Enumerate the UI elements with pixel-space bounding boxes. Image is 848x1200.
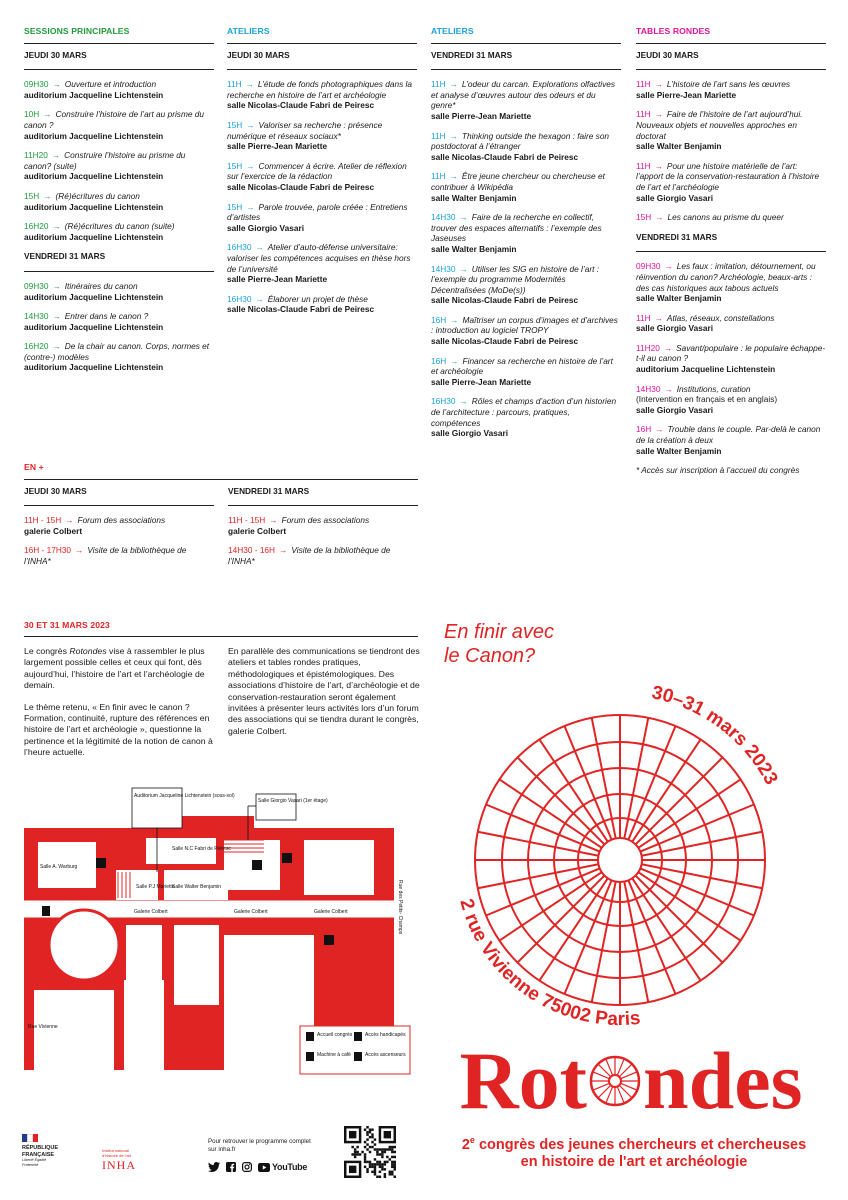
elevator-icon — [354, 1052, 362, 1061]
entries-col4-day2 — [636, 261, 826, 456]
intro-paragraph: Le congrès Rotondes vise à rassembler le plus largement possible celles et ceux qui font, dès aujourd’hui, l’histoire de l’art et l’archéologie de demain. — [24, 646, 205, 691]
entry-note: (Intervention en français et en anglais) — [636, 394, 778, 405]
entry-room: salle Walter Benjamin — [636, 445, 722, 456]
arrow-icon: → — [246, 119, 255, 130]
entry-room: salle Walter Benjamin — [636, 293, 722, 304]
entry-time: 09H30 — [636, 261, 661, 272]
program-entry — [227, 242, 417, 284]
program-entry — [431, 79, 621, 121]
poster-subtitle: 2e congrès des jeunes chercheurs et chercheuses en histoire de l'art et archéologie — [461, 1135, 807, 1170]
entries-enplus-day2 — [228, 515, 418, 566]
coffee-machine-icon — [324, 935, 334, 945]
entry-time: 15H — [227, 201, 243, 212]
arrow-icon: → — [450, 355, 459, 366]
map-label-rue-vivienne: Rue Vivienne — [28, 1024, 58, 1030]
entry-title: De la chair au canon. Corps, normes et (contre-) modèles — [24, 341, 210, 362]
map-label-warburg: Salle A. Warburg — [40, 864, 78, 870]
map-label-galerie: Galerie Colbert — [234, 909, 268, 915]
arrow-icon: → — [664, 383, 673, 394]
arrow-icon: → — [65, 515, 74, 526]
entry-time: 16H20 — [24, 341, 49, 352]
arrow-icon: → — [654, 312, 663, 323]
day-heading: VENDREDI 31 MARS — [431, 50, 621, 71]
entry-title: Entrer dans le canon ? — [64, 311, 149, 322]
entry-room: salle Giorgio Vasari — [636, 404, 714, 415]
republique-logo: RÉPUBLIQUE FRANÇAISE Liberté Égalité Fraternité — [22, 1134, 82, 1168]
arrow-icon: → — [459, 396, 468, 407]
entry-title: Parole trouvée, parole créée : Entretiens d’artistes — [227, 201, 408, 223]
arrow-icon: → — [449, 171, 458, 182]
twitter-icon[interactable] — [208, 1162, 220, 1172]
col-ateliers-1 — [227, 26, 417, 324]
entry-room: auditorium Jacqueline Lichtenstein — [24, 171, 164, 182]
entry-time: 11H — [636, 79, 651, 90]
map-label-mariette: Salle P.J Mariette — [136, 884, 175, 890]
entry-time: 14H30 - 16H — [228, 545, 276, 556]
legend-handicap: Accès handicapés — [365, 1032, 406, 1038]
entry-room: auditorium Jacqueline Lichtenstein — [24, 231, 164, 242]
intro-col-left — [24, 646, 214, 769]
entry-title: Pour une histoire matérielle de l’art: l’apport de la conservation-restauration à l’histoire de l’art et l’archéologie — [636, 160, 820, 192]
entry-room: salle Nicolas-Claude Fabri de Peiresc — [227, 304, 375, 315]
entry-title: Atelier d’auto-défense universitaire: valoriser les compétences acquises en thèse hors de l’université — [227, 242, 411, 274]
program-entry — [228, 545, 418, 566]
entry-time: 14H30 — [636, 383, 661, 394]
program-entry — [431, 171, 621, 203]
day-heading: JEUDI 30 MARS — [24, 50, 214, 71]
map-label-peiresc: Salle N.C Fabri de Peiresc — [172, 846, 231, 852]
entry-room: auditorium Jacqueline Lichtenstein — [24, 362, 164, 373]
col-ateliers-header: ATELIERS — [227, 26, 417, 44]
arrow-icon: → — [655, 424, 664, 435]
entry-time: 14H30 — [431, 263, 456, 274]
arrow-icon: → — [655, 212, 664, 223]
col-tables-rondes — [636, 26, 826, 476]
arrow-icon: → — [449, 130, 458, 141]
accessibility-icon — [354, 1032, 362, 1041]
entry-room: salle Pierre-Jean Mariette — [227, 141, 328, 152]
entry-title: Maîtriser un corpus d’images et d’archives : introduction au logiciel TROPY — [431, 314, 618, 336]
entry-time: 11H — [431, 130, 446, 141]
program-entry — [636, 109, 826, 151]
arrow-icon: → — [279, 545, 288, 556]
date-header: 30 ET 31 MARS 2023 — [24, 620, 418, 637]
entry-room: auditorium Jacqueline Lichtenstein — [24, 201, 164, 212]
entry-time: 16H30 — [227, 242, 252, 253]
program-entry — [431, 315, 621, 347]
entries-col1-day2 — [24, 281, 214, 373]
entry-room: auditorium Jacqueline Lichtenstein — [24, 130, 164, 141]
map-label-vasari: Salle Giorgio Vasari (1er étage) — [258, 798, 328, 804]
accueil-icon — [306, 1032, 314, 1041]
entry-title: L’étude de fonds photographiques dans la recherche en histoire de l’art et archéologie — [227, 79, 412, 100]
program-entry — [636, 313, 826, 334]
day-heading: JEUDI 30 MARS — [24, 486, 214, 507]
arrow-icon: → — [450, 314, 459, 325]
entries-enplus-day1 — [24, 515, 214, 566]
arrow-icon: → — [52, 79, 61, 90]
intro-paragraph: Le thème retenu, « En finir avec le canon ? Formation, continuité, rupture des références en histoire de l’art et archéologie », questionne la pertinence et la légitimité de la notion de canon à l’heure actuelle. — [24, 701, 213, 758]
entry-title: L’odeur du carcan. Explorations olfactives et analyse d’œuvres autour des odeurs et du genre* — [431, 79, 616, 111]
col-sessions-header: SESSIONS PRINCIPALES — [24, 26, 214, 44]
arrow-icon: → — [246, 160, 255, 171]
entry-title: Savant/populaire : le populaire échappe-t-il au canon ? — [636, 342, 826, 364]
map-label-rue-petits-champs: Rue des Petits- Champs — [397, 880, 403, 935]
legend-accueil: Accueil congrès — [317, 1032, 353, 1038]
entry-room: salle Giorgio Vasari — [636, 323, 714, 334]
elevator-icon — [96, 858, 106, 868]
program-entry — [24, 281, 214, 302]
arrow-icon: → — [449, 79, 458, 90]
entry-room: salle Walter Benjamin — [636, 141, 722, 152]
entry-time: 15H — [227, 160, 243, 171]
entry-room: salle Giorgio Vasari — [431, 428, 509, 439]
entry-title: Visite de la bibliothèque de l’INHA* — [228, 545, 391, 566]
accessibility-icon — [282, 853, 292, 863]
entry-title: Les faux : imitation, détournement, ou réinvention du canon? Archéologie, beaux-arts : des cas historiques aux tabous actuels — [636, 261, 816, 293]
entry-room: galerie Colbert — [228, 525, 287, 536]
flag-icon — [22, 1134, 38, 1142]
arrow-icon: → — [51, 150, 61, 161]
rotunda-graphic — [420, 640, 840, 1060]
entry-time: 16H — [636, 424, 652, 435]
arrow-icon: → — [75, 545, 84, 556]
entry-time: 16H30 — [431, 396, 456, 407]
arrow-icon: → — [459, 263, 468, 274]
legend-cafe: Machine à café — [317, 1052, 351, 1058]
entry-time: 11H - 15H — [24, 515, 62, 526]
entry-title: Atlas, réseaux, constellations — [666, 312, 775, 323]
poster-date: 30–31 mars 2023 — [649, 682, 782, 789]
day-heading: VENDREDI 31 MARS — [24, 251, 214, 272]
entry-time: 11H20 — [24, 150, 48, 161]
program-entry — [24, 515, 214, 536]
entry-time: 11H — [636, 312, 651, 323]
arrow-icon: → — [52, 311, 61, 322]
program-entry — [636, 261, 826, 303]
col-sessions — [24, 26, 214, 382]
entries-col4-day1 — [636, 79, 826, 223]
arrow-icon: → — [43, 109, 52, 120]
intro-paragraph: En parallèle des communications se tiendront des ateliers et tables rondes pratiques, méthodologiques et épistémologiques. Des associations d’histoire de l’art, d’archéologie et de conservation-restauration seront également invitées à présenter leurs activités lors d’un forum des associations qui se tiendra durant le congrès, galerie Colbert. — [228, 646, 420, 736]
entry-title: Forum des associations — [281, 515, 370, 526]
entry-room: salle Walter Benjamin — [431, 192, 517, 203]
entry-room: salle Nicolas-Claude Fabri de Peiresc — [431, 295, 579, 306]
map-label-galerie: Galerie Colbert — [134, 909, 168, 915]
program-entry — [636, 79, 826, 100]
program-entry — [24, 109, 214, 141]
entry-time: 16H30 — [227, 293, 252, 304]
qr-code[interactable] — [344, 1126, 396, 1178]
program-entry — [228, 515, 418, 536]
program-entry — [636, 343, 826, 375]
day-heading: JEUDI 30 MARS — [636, 50, 826, 71]
rotunda-grid — [475, 715, 765, 1005]
youtube-icon — [258, 1163, 270, 1172]
program-entry — [431, 131, 621, 163]
program-entry — [24, 191, 214, 212]
day-heading: VENDREDI 31 MARS — [228, 486, 418, 507]
entry-time: 14H30 — [24, 311, 49, 322]
entry-room: galerie Colbert — [24, 525, 83, 536]
program-entry — [636, 384, 826, 416]
intro-section — [24, 620, 418, 643]
entry-title: L’histoire de l’art sans les œuvres — [666, 79, 791, 90]
poster-tagline: En finir avec le Canon? — [444, 621, 555, 667]
map-label-benjamin: Salle Walter Benjamin — [172, 884, 222, 890]
program-entry — [431, 396, 621, 438]
program-entry — [636, 212, 826, 223]
arrow-icon: → — [664, 261, 673, 272]
arrow-icon: → — [246, 201, 255, 212]
program-entry — [24, 221, 214, 242]
entry-time: 15H — [24, 190, 40, 201]
day-heading: VENDREDI 31 MARS — [636, 232, 826, 253]
entry-time: 11H — [636, 109, 651, 120]
arrow-icon: → — [654, 79, 663, 90]
entry-title: Financer sa recherche en histoire de l’art et archéologie — [431, 355, 613, 377]
entry-time: 09H30 — [24, 280, 49, 291]
entry-title: Rôles et champs d’action d’un historien de l’architecture : parcours, pratiques, compétences — [431, 396, 617, 428]
entry-room: salle Giorgio Vasari — [636, 192, 714, 203]
program-entry — [431, 264, 621, 306]
en-plus-header: EN + — [24, 462, 418, 480]
entry-room: salle Giorgio Vasari — [227, 222, 305, 233]
arrow-icon: → — [52, 280, 61, 291]
entry-title: Thinking outside the hexagon : faire son postdoctorat à l’étranger — [431, 130, 610, 152]
arrow-icon: → — [459, 212, 468, 223]
program-entry — [227, 294, 417, 315]
entry-time: 15H — [227, 119, 243, 130]
arrow-icon: → — [255, 293, 264, 304]
arrow-icon: → — [255, 242, 264, 253]
program-entry — [24, 150, 214, 182]
entry-time: 11H - 15H — [228, 515, 266, 526]
entry-title: (Ré)écritures du canon — [55, 190, 140, 201]
entry-time: 16H — [431, 355, 447, 366]
entry-time: 11H — [636, 160, 651, 171]
social-links — [208, 1162, 307, 1172]
program-entry — [24, 311, 214, 332]
en-plus-section — [24, 462, 418, 576]
coffee-machine-icon — [306, 1052, 314, 1061]
entry-room: salle Pierre-Jean Mariette — [431, 110, 532, 121]
col-ateliers-2 — [431, 26, 621, 448]
poster-title: Rot ndes — [459, 1035, 803, 1126]
entry-title: Être jeune chercheur ou chercheuse et contribuer à Wikipédia — [431, 171, 605, 192]
program-entry — [24, 79, 214, 100]
entry-time: 11H20 — [636, 342, 660, 353]
entries-col3 — [431, 79, 621, 439]
entry-title: Faire de la recherche en collectif, trouver des espaces alternatifs : l’exemple des Jaseuses — [431, 212, 602, 244]
entry-room: salle Nicolas-Claude Fabri de Peiresc — [431, 336, 579, 347]
entry-room: salle Nicolas-Claude Fabri de Peiresc — [227, 181, 375, 192]
arrow-icon: → — [663, 342, 673, 353]
entry-title: Faire de l’histoire de l’art aujourd’hui. Nouveaux objets et nouvelles approches en doctorat — [636, 109, 803, 141]
col-ateliers-header: ATELIERS — [431, 26, 621, 44]
accueil-icon — [42, 906, 50, 916]
entry-time: 09H30 — [24, 79, 49, 90]
entry-time: 15H — [636, 212, 652, 223]
rotunda-logo-icon — [588, 1054, 642, 1108]
venue-map — [24, 780, 418, 1080]
entries-col2 — [227, 79, 417, 315]
entry-time: 16H20 — [24, 221, 49, 232]
legend-ascenseurs: Accès ascenseurs — [365, 1052, 406, 1058]
inha-logo: Institut national d’histoire de l’art INHA — [102, 1148, 136, 1172]
entry-title: Ouverture et introduction — [64, 79, 157, 90]
entry-title: Forum des associations — [77, 515, 166, 526]
entry-title: Valoriser sa recherche : présence numérique et réseaux sociaux* — [227, 119, 383, 141]
map-label-auditorium: Auditorium Jacqueline Lichtenstein (sous-sol) — [134, 793, 235, 799]
program-link: Pour retrouver le programme complet sur inha.fr — [208, 1138, 311, 1153]
map-label-galerie: Galerie Colbert — [314, 909, 348, 915]
entry-title: Commencer à écrire. Atelier de réflexion sur l’exercice de la rédaction — [227, 160, 407, 182]
arrow-icon: → — [269, 515, 278, 526]
entry-time: 10H — [24, 109, 40, 120]
entries-col1-day1 — [24, 79, 214, 242]
col-tables-header: TABLES RONDES — [636, 26, 826, 44]
youtube-link[interactable]: YouTube — [258, 1162, 307, 1172]
program-entry — [227, 120, 417, 152]
arrow-icon: → — [43, 190, 52, 201]
arrow-icon: → — [654, 109, 663, 120]
footnote: * Accès sur inscription à l’accueil du congrès — [636, 465, 800, 476]
program-entry — [227, 79, 417, 111]
entry-time: 14H30 — [431, 212, 456, 223]
arrow-icon: → — [654, 160, 663, 171]
entry-room: salle Pierre-Jean Mariette — [431, 376, 532, 387]
entry-time: 11H — [227, 79, 242, 90]
poster-address: 2 rue Vivienne 75002 Paris — [455, 896, 642, 1031]
entry-title: Utiliser les SIG en histoire de l’art : l’exemple du programme Modernités Décentralisées (MoDe(s)) — [431, 263, 600, 295]
entry-room: auditorium Jacqueline Lichtenstein — [636, 364, 776, 375]
entry-title: Visite de la bibliothèque de l’INHA* — [24, 545, 187, 566]
facebook-icon[interactable] — [226, 1162, 236, 1172]
entry-room: salle Walter Benjamin — [431, 243, 517, 254]
entry-room: auditorium Jacqueline Lichtenstein — [24, 321, 164, 332]
entry-title: Trouble dans le couple. Par-delà le canon de la création à deux — [636, 424, 821, 446]
entry-room: salle Pierre-Jean Mariette — [227, 274, 328, 285]
program-entry — [24, 545, 214, 566]
entry-title: Itinéraires du canon — [64, 280, 138, 291]
program-entry — [431, 356, 621, 388]
arrow-icon: → — [52, 221, 61, 232]
entry-time: 16H — [431, 314, 447, 325]
entry-title: Les canons au prisme du queer — [667, 212, 784, 223]
entry-room: salle Nicolas-Claude Fabri de Peiresc — [227, 100, 375, 111]
instagram-icon[interactable] — [242, 1162, 252, 1172]
program-entry — [227, 202, 417, 234]
entry-room: auditorium Jacqueline Lichtenstein — [24, 291, 164, 302]
entry-title: Construire l’histoire de l’art au prisme du canon ? — [24, 109, 205, 130]
entry-time: 11H — [431, 171, 446, 182]
program-entry — [227, 161, 417, 193]
program-entry — [431, 212, 621, 254]
entry-room: salle Nicolas-Claude Fabri de Peiresc — [431, 151, 579, 162]
entry-time: 11H — [431, 79, 446, 90]
entry-time: 16H - 17H30 — [24, 545, 72, 556]
elevator-icon — [252, 860, 262, 870]
entry-title: Élaborer un projet de thèse — [267, 293, 368, 304]
program-entry — [24, 341, 214, 373]
program-entry — [636, 424, 826, 456]
intro-col-right — [228, 646, 420, 747]
entry-room: salle Pierre-Jean Mariette — [636, 89, 737, 100]
arrow-icon: → — [245, 79, 254, 90]
program-entry — [636, 161, 826, 203]
entry-title: Construire l’histoire au prisme du canon? (suite) — [24, 150, 186, 171]
entry-room: auditorium Jacqueline Lichtenstein — [24, 89, 164, 100]
entry-title: Institutions, curation — [676, 383, 751, 394]
entry-title: (Ré)écritures du canon (suite) — [64, 221, 175, 232]
day-heading: JEUDI 30 MARS — [227, 50, 417, 71]
arrow-icon: → — [52, 341, 61, 352]
